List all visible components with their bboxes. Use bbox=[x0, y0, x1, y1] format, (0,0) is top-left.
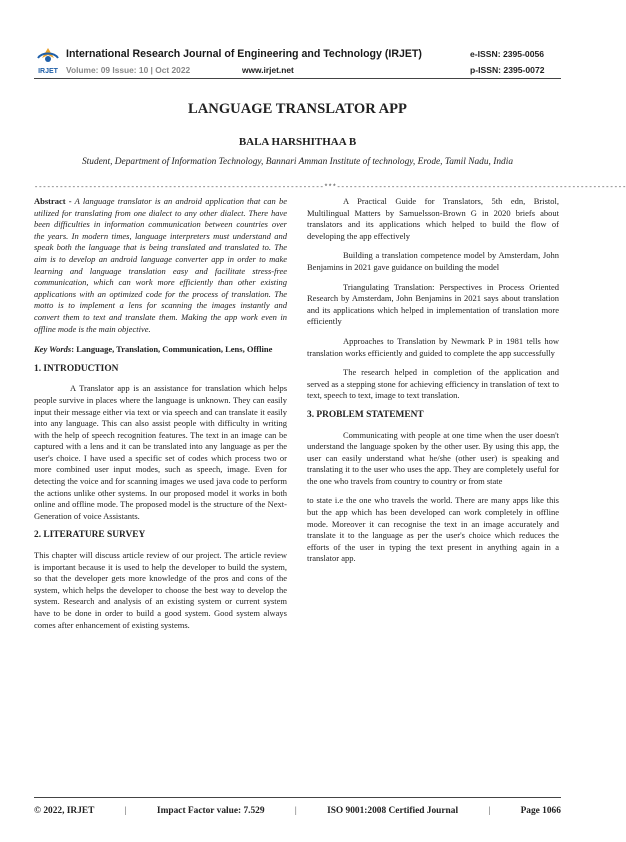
literature-heading: 2. LITERATURE SURVEY bbox=[34, 530, 146, 541]
problem-paragraph-1: Communicating with people at one time when the user doesn't understand the language spoken by the other user. By using this app, the user can easily understand what he/she (other user) is speaking and translating it to the user who uses the app. They are completely useful for the one who travels from country to country or from state bbox=[307, 429, 559, 486]
author-name: BALA HARSHITHAA B bbox=[238, 136, 357, 148]
problem-paragraph-2: to state i.e the one who travels the world. There are many apps like this but the app which has been developed can work completely in offline mode. Moreover it can recognise the text in an image accurately and translate it to the language as per the user's choice which reduces the efforts of the user in typing the text present in anything again in a translator app. bbox=[307, 495, 559, 564]
footer-divider-bar: | bbox=[294, 806, 297, 816]
footer-impact-factor: Impact Factor value: 7.529 bbox=[156, 806, 265, 816]
author-affiliation: Student, Department of Information Technology, Bannari Amman Institute of technology, Erode, Tamil Nadu, India bbox=[81, 157, 514, 167]
volume-info: Volume: 09 Issue: 10 | Oct 2022 bbox=[66, 65, 191, 75]
footer-divider-bar: | bbox=[124, 806, 127, 816]
keywords bbox=[34, 344, 287, 356]
literature-ref-2: Building a translation competence model by Amsterdam, John Benjamins in 2021 gave guidance on building the model bbox=[307, 250, 559, 272]
abstract-label: Abstract - bbox=[34, 196, 72, 206]
intro-paragraph: A Translator app is an assistance for translation which helps people survive in places where the language is unknown. They can easily input their message either via text or via speech and can translate it easily into any language. This can also assist people with difficulty in writing with the help of speech recognition features. The text in an image can be captured with a lens and it can be translated into any language as per the user's choice. I have used a specific set of codes which process two or more combined user input modes, such as speech, image. Even for detecting the voice and for scanning images we used java code to perform the actions unlike other systems. In our proposed model it works in both online and offline mode. The proposed model is the structure of the Next-Generation of voice Assistants. bbox=[34, 383, 287, 521]
literature-ref-3: Triangulating Translation: Perspectives in Process Oriented Research by Amsterdam, John Benjamins in 2021 says about translation and its applications which helped in implementation of translation more efficiently bbox=[307, 281, 559, 327]
header-divider bbox=[34, 78, 561, 79]
footer-iso: ISO 9001:2008 Certified Journal bbox=[327, 806, 459, 816]
pissn: p-ISSN: 2395-0072 bbox=[470, 65, 545, 75]
intro-heading: 1. INTRODUCTION bbox=[34, 363, 119, 374]
abstract bbox=[34, 196, 287, 335]
keywords-label: Key Words bbox=[34, 344, 72, 355]
left-column bbox=[34, 196, 287, 631]
page-footer bbox=[34, 806, 561, 816]
right-column bbox=[307, 196, 559, 565]
irjet-logo-icon bbox=[34, 46, 62, 76]
logo-text: IRJET bbox=[38, 68, 58, 75]
keywords-text: : Language, Translation, Communication, Lens, Offline bbox=[71, 344, 273, 355]
journal-title: International Research Journal of Engineering and Technology (IRJET) bbox=[66, 48, 422, 60]
footer-divider bbox=[34, 797, 561, 798]
literature-ref-1: A Practical Guide for Translators, 5th edn, Bristol, Multilingual Matters by Samuelsson-Brown G in 2020 briefs about translators and its applications which helped to build the flow of developing the app effectively bbox=[307, 196, 559, 241]
section-separator: ---------------------------------------------------------------------***--------------------------------------------------------------------- bbox=[34, 184, 626, 192]
journal-website-link[interactable]: www.irjet.net bbox=[242, 65, 294, 75]
literature-conclusion: The research helped in completion of the application and served as a stepping stone for achieving efficiency in translation of text to text, speech to text, image to text translation. bbox=[307, 367, 559, 401]
abstract-text: A language translator is an android application that can be utilized for translating from one dialect to any other dialect. There have been difficulties in information communication between countries over the years. In modern times, language interpreters must understand and speak both the language that is being translated and translated to. The aim is to develop an android language converter app in order to make learning and language translation easy and facilitate stress-free communication, which can work more efficiently than other existing applications with an optimized code for the process of translation. The motto is to implement a lens for scanning the images instantly and convert them to text and translate them. Making the app work even in offline mode is the main objective. bbox=[34, 196, 287, 334]
literature-paragraph: This chapter will discuss article review of our project. The article review is important because it is used to help the developer to build the system, so that the developer gets more knowledge of the pros and cons of the system, which helps the developer to choose the best way to develop the system. Research and analysis of an existing system or current system have to be done in order to build a good system. Good system always comes after enhancement of existing systems. bbox=[34, 550, 287, 630]
literature-ref-4: Approaches to Translation by Newmark P in 1981 tells how translation works efficiently and guided to complete the app successfully bbox=[307, 335, 559, 358]
problem-heading: 3. PROBLEM STATEMENT bbox=[307, 409, 424, 420]
paper-title: LANGUAGE TRANSLATOR APP bbox=[188, 101, 407, 117]
footer-page-number: Page 1066 bbox=[520, 806, 561, 816]
footer-divider-bar: | bbox=[488, 806, 491, 816]
eissn: e-ISSN: 2395-0056 bbox=[470, 49, 545, 59]
footer-copyright: © 2022, IRJET bbox=[34, 806, 95, 816]
